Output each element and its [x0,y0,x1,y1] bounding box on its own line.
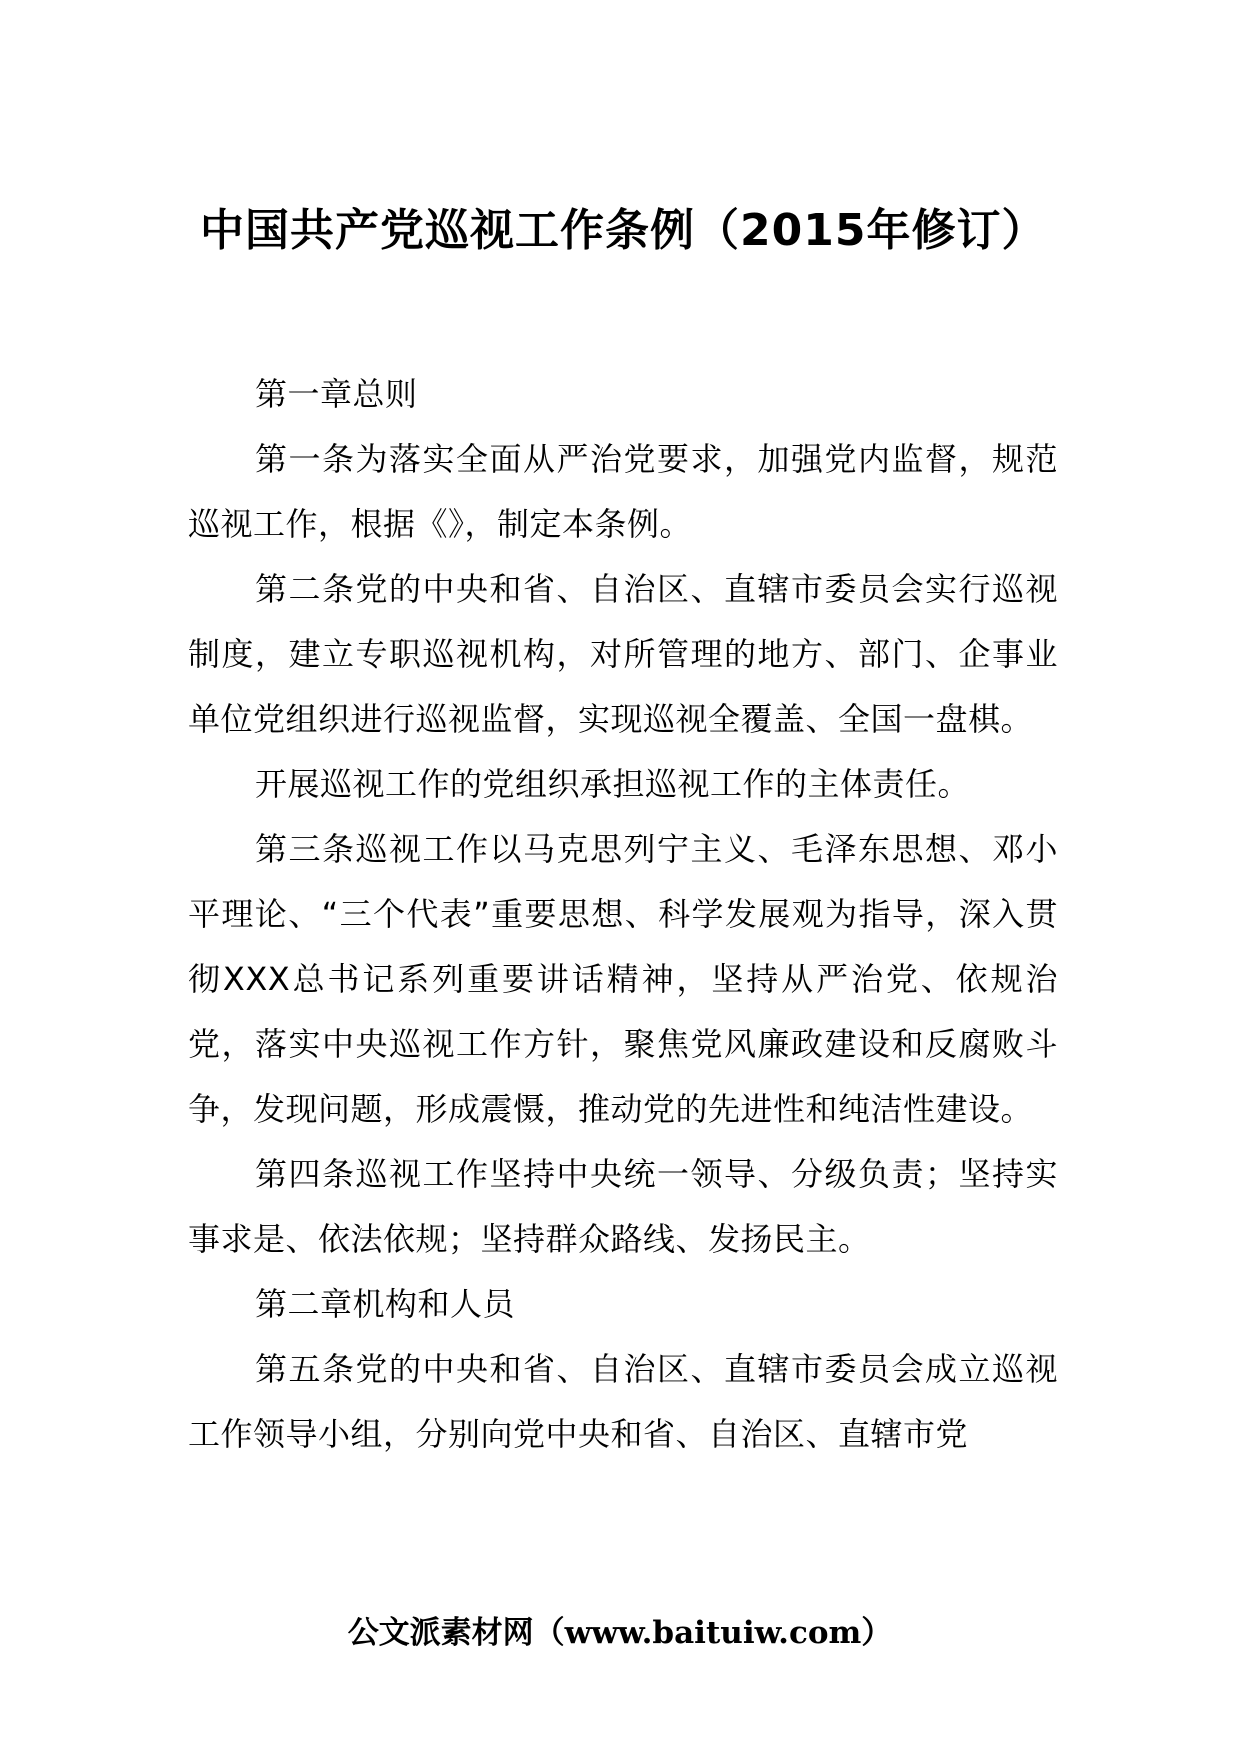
article-3: 第三条巡视工作以马克思列宁主义、毛泽东思想、邓小平理论、“三个代表”重要思想、科学发展观为指导，深入贯彻XXX总书记系列重要讲话精神，坚持从严治党、依规治党，落实中央巡视工作方针，聚焦党风廉政建设和反腐败斗争，发现问题，形成震慑，推动党的先进性和纯洁性建设。 [188,830,1058,1128]
document-title: 中国共产党巡视工作条例（2015年修订） [200,205,1047,256]
article-2: 第二条党的中央和省、自治区、直辖市委员会实行巡视制度，建立专职巡视机构，对所管理的地方、部门、企事业单位党组织进行巡视监督，实现巡视全覆盖、全国一盘棋。 [188,570,1058,738]
chapter-heading-1: 第一章总则 [255,375,418,413]
chapter-heading-2: 第二章机构和人员 [255,1285,516,1323]
footer-watermark: 公文派素材网（www.baituiw.com） [347,1615,893,1651]
article-1: 第一条为落实全面从严治党要求，加强党内监督，规范巡视工作，根据《》，制定本条例。 [188,440,1058,543]
document-body [188,362,1058,1467]
article-4: 第四条巡视工作坚持中央统一领导、分级负责；坚持实事求是、依法依规；坚持群众路线、发扬民主。 [188,1155,1058,1258]
article-2-paragraph-2: 开展巡视工作的党组织承担巡视工作的主体责任。 [255,765,971,803]
article-5: 第五条党的中央和省、自治区、直辖市委员会成立巡视工作领导小组，分别向党中央和省、自治区、直辖市党 [188,1350,1058,1453]
